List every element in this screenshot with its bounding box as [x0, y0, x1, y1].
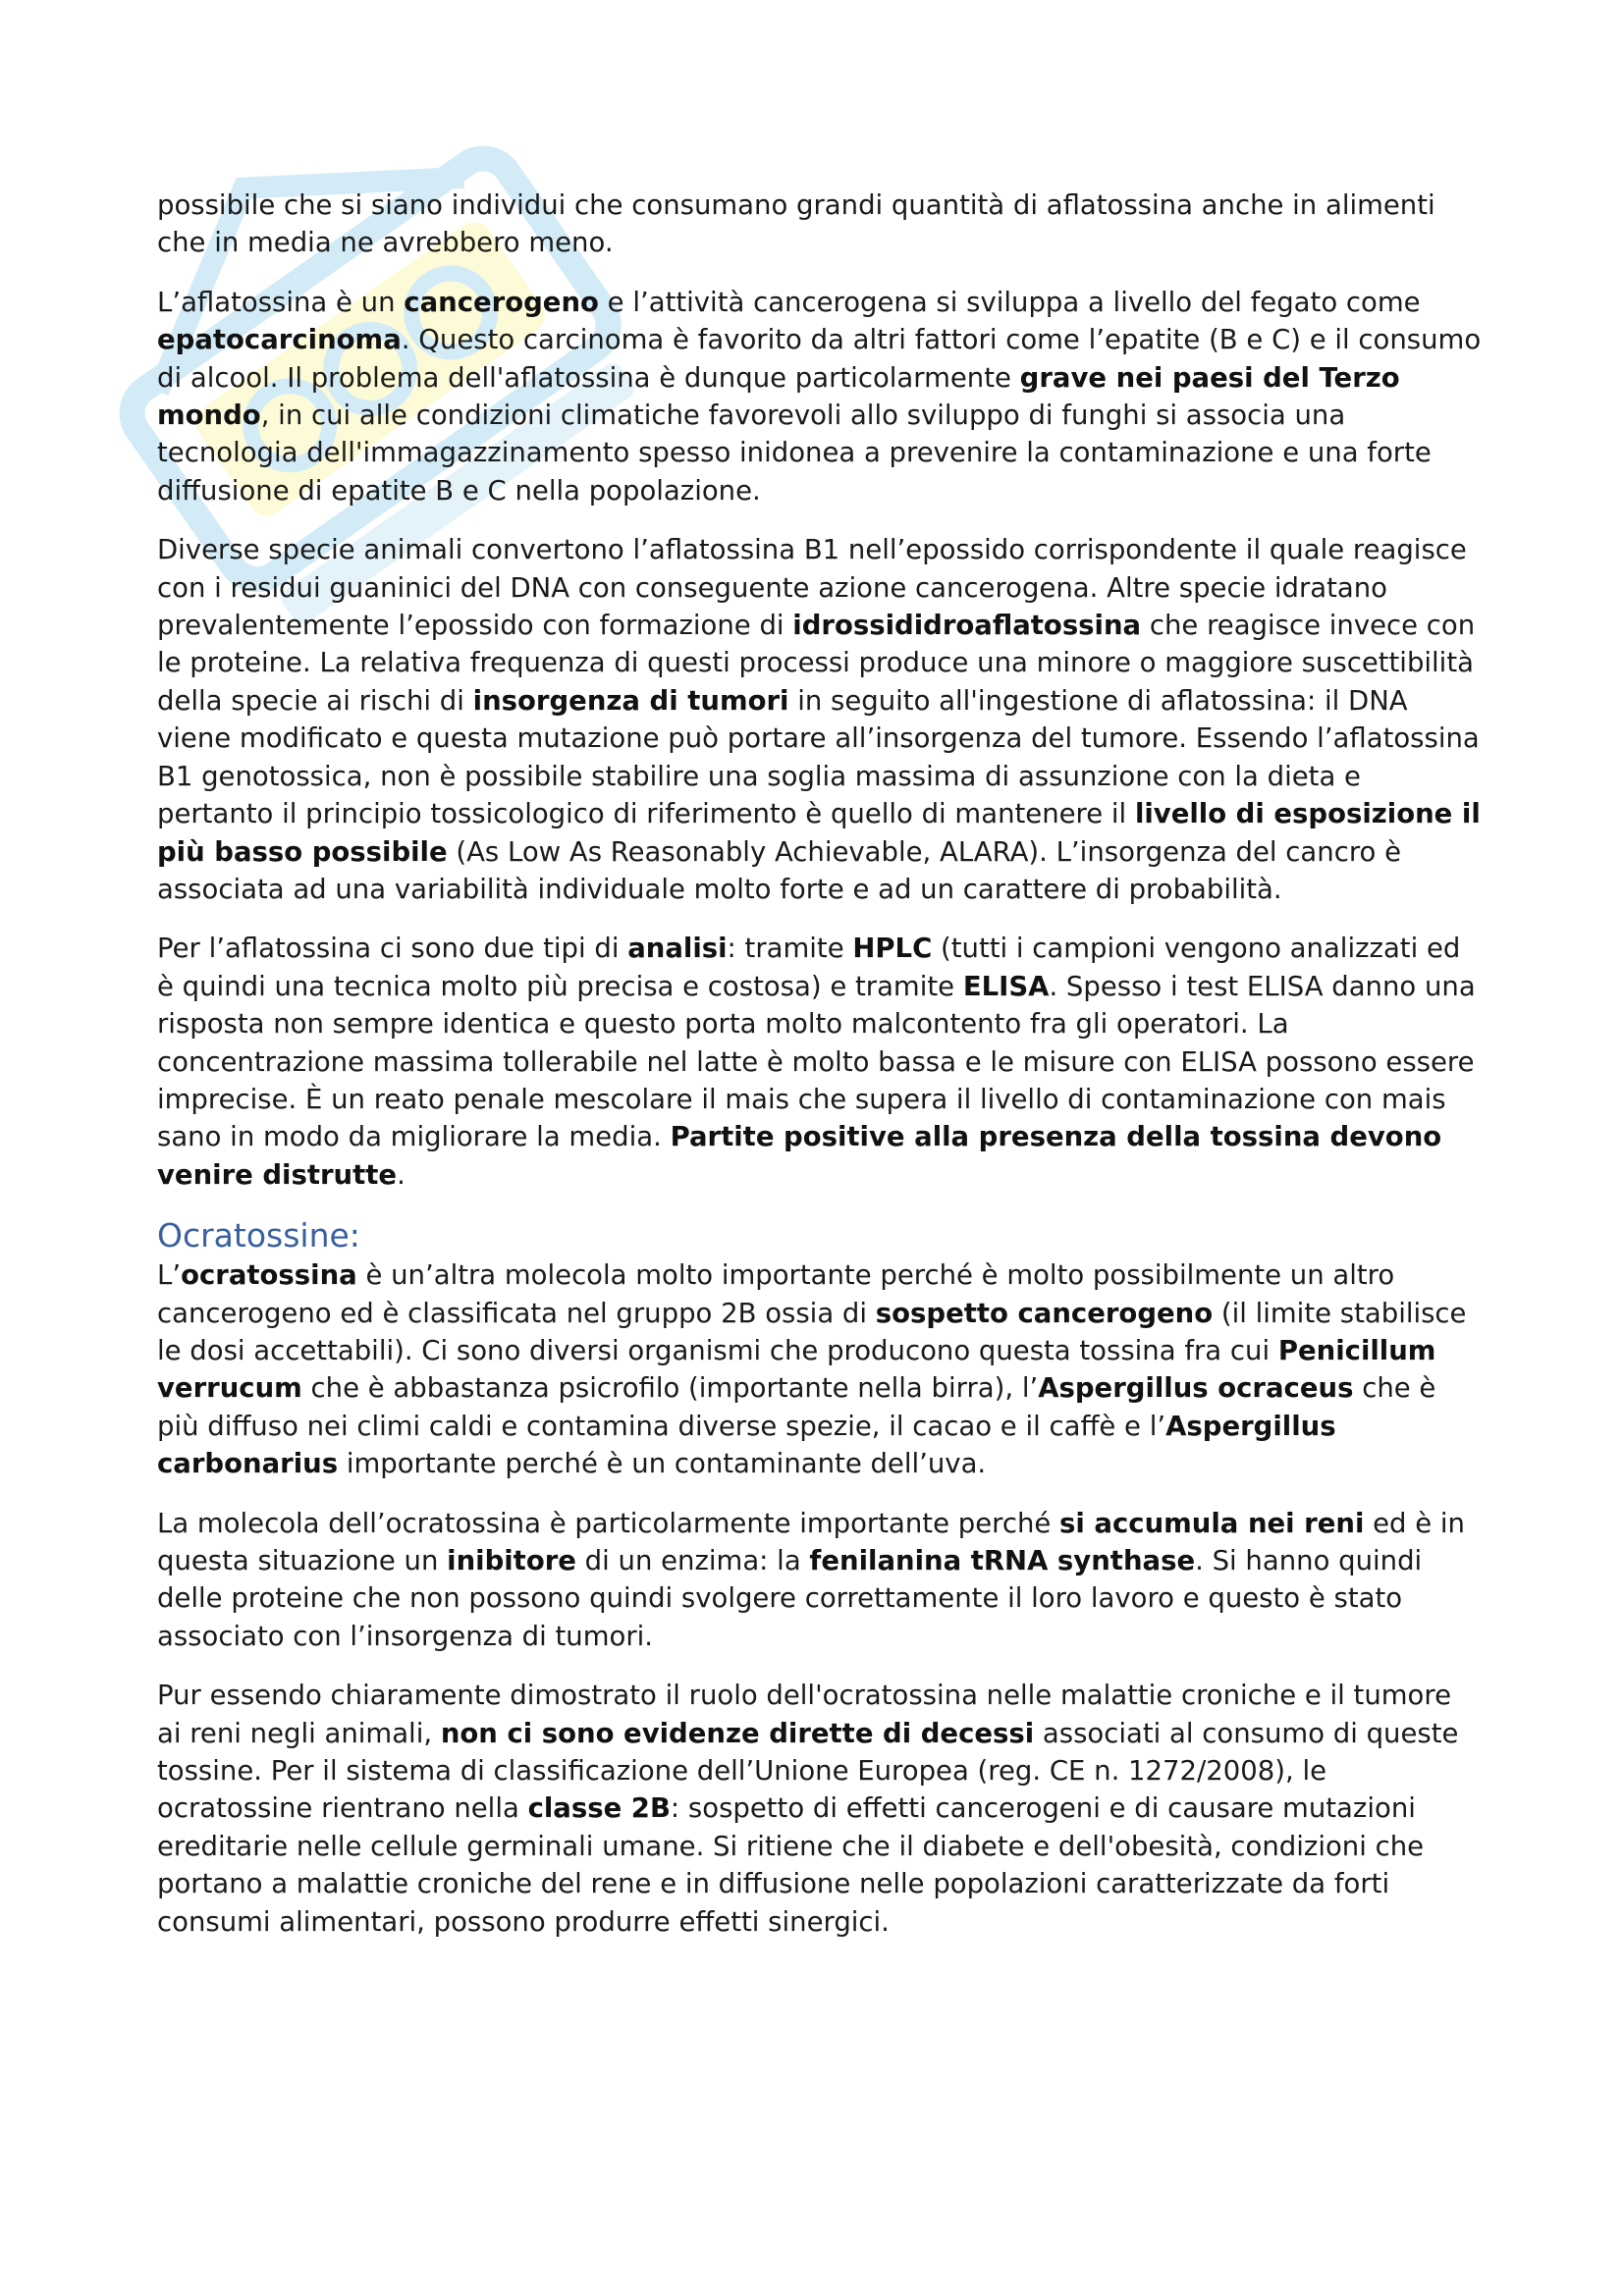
bold-term: HPLC — [852, 933, 933, 965]
document-page — [157, 187, 1483, 1962]
bold-term: sospetto cancerogeno — [875, 1297, 1214, 1329]
section-ocratossine — [157, 1256, 1483, 1941]
text-run: di un enzima: la — [575, 1545, 810, 1576]
paragraph — [157, 187, 1483, 262]
text-run: in seguito all'ingestione di aflatossina: il DNA viene modificato e questa mutazione può portare all’insorgenza del tumore. Essendo l’aflatossina B1 genotossica, non è possibile stabilire una soglia massima di assunzione con la dieta e pertanto il principio tossicologico di riferimento è quello di mantenere il — [157, 684, 1480, 830]
bold-term: Penicillum verrucum — [157, 1334, 1436, 1405]
text-run: Per l’aflatossina ci sono due tipi di — [157, 933, 628, 965]
text-run: Pur essendo chiaramente dimostrato il ruolo dell'ocratossina nelle malattie croniche e il tumore ai reni negli animali, — [157, 1680, 1451, 1749]
text-run: e l’attività cancerogena si sviluppa a livello del fegato come — [598, 286, 1421, 318]
text-run: che è più diffuso nei climi caldi e contamina diverse spezie, il cacao e il caffè e l’ — [157, 1372, 1436, 1442]
bold-term: inibitore — [447, 1545, 576, 1576]
bold-term: epatocarcinoma — [157, 324, 402, 356]
bold-term: Partite positive alla presenza della tossina devono venire distrutte — [157, 1121, 1442, 1191]
section-heading-ocratossine: Ocratossine: — [157, 1216, 360, 1255]
paragraph — [157, 284, 1483, 509]
bold-term: ELISA — [962, 970, 1050, 1002]
text-run: . Questo carcinoma è favorito da altri fattori come l’epatite (B e C) e il consumo di alcool. Il problema dell'aflatossina è dunque particolarmente — [157, 324, 1482, 394]
text-run: (il limite stabilisce le dosi accettabili). Ci sono diversi organismi che producono questa tossina fra cui — [157, 1297, 1467, 1366]
text-run: che è abbastanza psicrofilo (importante nella birra), l’ — [301, 1372, 1039, 1405]
text-run: ed è in questa situazione un — [157, 1507, 1465, 1576]
text-run: importante perché è un contaminante dell’uva. — [338, 1448, 987, 1480]
text-run: è un’altra molecola molto importante perché è molto possibilmente un altro cancerogeno ed è classificata nel gruppo 2B ossia di — [157, 1259, 1395, 1329]
text-run: (tutti i campioni vengono analizzati ed è quindi una tecnica molto più precisa e costosa) e tramite — [157, 933, 1461, 1002]
text-run: Diverse specie animali convertono l’aflatossina B1 nell’epossido corrispondente il quale reagisce con i residui guaninici del DNA con conseguente azione cancerogena. Altre specie idratano prevalentemente l’epossido con formazione di — [157, 534, 1467, 642]
bold-term: si accumula nei reni — [1059, 1507, 1365, 1539]
bold-term: Aspergillus carbonarius — [157, 1410, 1336, 1480]
bold-term: idrossididroaflatossina — [792, 610, 1142, 642]
text-run: associati al consumo di queste tossine. Per il sistema di classificazione dell’Unione Europea (reg. CE n. 1272/2008), le ocratossine rientrano nella — [157, 1717, 1459, 1825]
paragraph — [157, 1677, 1483, 1941]
text-run: : sospetto di effetti cancerogeni e di causare mutazioni ereditarie nelle cellule germinali umane. Si ritiene che il diabete e dell'obesità, condizioni che portano a malattie croniche del rene e in diffusione nelle popolazioni caratterizzate da forti consumi alimentari, possono produrre effetti sinergici. — [157, 1792, 1425, 1938]
bold-term: cancerogeno — [404, 286, 599, 318]
text-run: . Spesso i test ELISA danno una risposta non sempre identica e questo porta molto malcontento fra gli operatori. La concentrazione massima tollerabile nel latte è molto bassa e le misure con ELISA possono essere imprecise. È un reato penale mescolare il mais che supera il livello di contaminazione con mais sano in modo da migliorare la media. — [157, 970, 1476, 1153]
bold-term: fenilanina tRNA synthase — [809, 1545, 1196, 1576]
paragraph — [157, 930, 1483, 1194]
text-run: . Si hanno quindi delle proteine che non possono quindi svolgere correttamente il loro lavoro e questo è stato associato con l’insorgenza di tumori. — [157, 1545, 1423, 1652]
paragraph — [157, 531, 1483, 908]
bold-term: non ci sono evidenze dirette di decessi — [440, 1717, 1035, 1749]
bold-term: analisi — [627, 933, 728, 965]
text-run: L’aflatossina è un — [157, 286, 405, 318]
bold-term: livello di esposizione il più basso possibile — [157, 798, 1481, 868]
text-run: L’ — [157, 1259, 182, 1292]
bold-term: grave nei paesi del Terzo mondo — [157, 361, 1400, 432]
paragraph — [157, 1505, 1483, 1656]
text-run: La molecola dell’ocratossina è particolarmente importante perché — [157, 1507, 1060, 1539]
bold-term: insorgenza di tumori — [472, 684, 789, 717]
text-run: : tramite — [727, 933, 853, 965]
text-run: . — [397, 1158, 406, 1191]
text-run: che reagisce invece con le proteine. La relativa frequenza di questi processi produce una minore o maggiore suscettibilità della specie ai rischi di — [157, 610, 1476, 717]
text-run: , in cui alle condizioni climatiche favorevoli allo sviluppo di funghi si associa una tecnologia dell'immagazzinamento spesso inidonea a prevenire la contaminazione e una forte diffusione di epatite B e C nella popolazione. — [157, 400, 1432, 507]
bold-term: classe 2B — [527, 1792, 671, 1825]
text-run: possibile che si siano individui che consumano grandi quantità di aflatossina anche in alimenti che in media ne avrebbero meno. — [157, 189, 1435, 259]
paragraph — [157, 1256, 1483, 1482]
bold-term: ocratossina — [181, 1259, 357, 1292]
text-run: (As Low As Reasonably Achievable, ALARA). L’insorgenza del cancro è associata ad una variabilità individuale molto forte e ad un carattere di probabilità. — [157, 835, 1402, 905]
section-aflatossina — [157, 187, 1483, 1194]
bold-term: Aspergillus ocraceus — [1038, 1372, 1354, 1405]
